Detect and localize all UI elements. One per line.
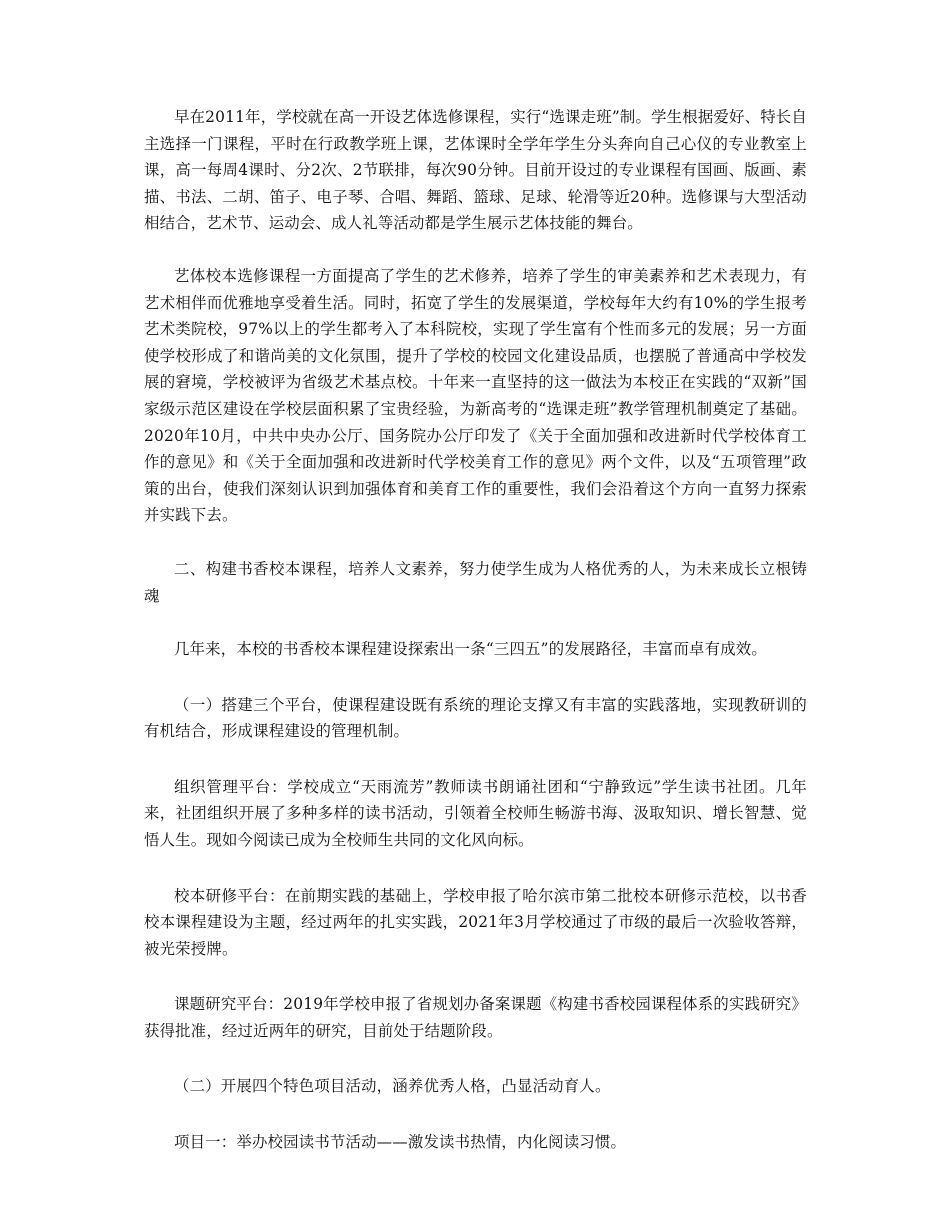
subheading-three-platforms: （一）搭建三个平台，使课程建设既有系统的理论支撑又有丰富的实践落地，实现教研训的有机结合，形成课程建设的管理机制。 bbox=[144, 695, 807, 741]
paragraph-project-one: 项目一：举办校园读书节活动——激发读书热情，内化阅读习惯。 bbox=[174, 1133, 627, 1152]
paragraph-research-platform: 课题研究平台：2019年学校申报了省规划办备案课题《构建书香校园课程体系的实践研究》获得批准，经过近两年的研究，目前处于结题阶段。 bbox=[144, 995, 807, 1041]
subheading-four-projects: （二）开展四个特色项目活动，涵养优秀人格，凸显活动育人。 bbox=[174, 1076, 611, 1095]
paragraph-development-path: 几年来，本校的书香校本课程建设探索出一条“三四五”的发展路径，丰富而卓有成效。 bbox=[174, 640, 767, 659]
document-page bbox=[144, 104, 807, 1156]
paragraph-art-elective-history: 早在2011年，学校就在高一开设艺体选修课程，实行“选课走班”制。学生根据爱好、特长自主选择一门课程，平时在行政教学班上课，艺体课时全学年学生分头奔向自己心仪的专业教室上课，高一每周4课时、分2次、2节联排，每次90分钟。目前开设过的专业课程有国画、版画、素描、书法、二胡、笛子、电子琴、合唱、舞蹈、篮球、足球、轮滑等近20种。选修课与大型活动相结合，艺术节、运动会、成人礼等活动都是学生展示艺体技能的舞台。 bbox=[144, 108, 807, 233]
paragraph-management-platform: 组织管理平台：学校成立“天雨流芳”教师读书朗诵社团和“宁静致远”学生读书社团。几年来，社团组织开展了多种多样的读书活动，引领着全校师生畅游书海、汲取知识、增长智慧、觉悟人生。现如今阅读已成为全校师生共同的文化风向标。 bbox=[144, 777, 807, 850]
paragraph-school-training-platform: 校本研修平台：在前期实践的基础上，学校申报了哈尔滨市第二批校本研修示范校，以书香校本课程建设为主题，经过两年的扎实实践，2021年3月学校通过了市级的最后一次验收答辩，被光荣授牌。 bbox=[144, 886, 807, 958]
section-heading-reading-curriculum: 二、构建书香校本课程，培养人文素养，努力使学生成为人格优秀的人，为未来成长立根铸魂 bbox=[144, 559, 807, 605]
paragraph-art-elective-results: 艺体校本选修课程一方面提高了学生的艺术修养，培养了学生的审美素养和艺术表现力，有艺术相伴而优雅地享受着生活。同时，拓宽了学生的发展渠道，学校每年大约有10%的学生报考艺术类院校，97%以上的学生都考入了本科院校，实现了学生富有个性而多元的发展；另一方面使学校形成了和谐尚美的文化氛围，提升了学校的校园文化建设品质，也摆脱了普通高中学校发展的窘境，学校被评为省级艺术基点校。十年来一直坚持的这一做法为本校正在实践的“双新”国家级示范区建设在学校层面积累了宝贵经验，为新高考的“选课走班”教学管理机制奠定了基础。2020年10月，中共中央办公厅、国务院办公厅印发了《关于全面加强和改进新时代学校体育工作的意见》和《关于全面加强和改进新时代学校美育工作的意见》两个文件，以及“五项管理”政策的出台，使我们深刻认识到加强体育和美育工作的重要性，我们会沿着这个方向一直努力探索并实践下去。 bbox=[144, 266, 807, 525]
